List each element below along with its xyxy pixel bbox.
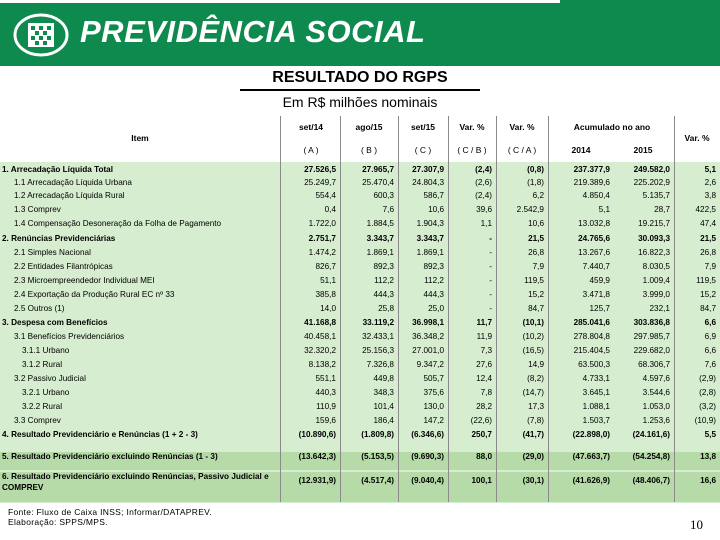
col-header-var3: Var. % xyxy=(684,133,710,143)
cell-value: 5,1 xyxy=(704,165,716,174)
cell-value: 219.389,6 xyxy=(573,178,610,187)
row-label: 2.5 Outros (1) xyxy=(14,304,65,313)
cell-value: (9.690,3) xyxy=(411,452,444,461)
cell-value: 25.470,4 xyxy=(362,178,394,187)
cell-value: 10,6 xyxy=(528,219,544,228)
footer-author: Elaboração: SPPS/MPS. xyxy=(8,517,108,527)
cell-value: (2,9) xyxy=(699,374,716,383)
cell-value: 5,1 xyxy=(598,205,610,214)
divider xyxy=(548,116,549,502)
cell-value: 88,0 xyxy=(476,452,492,461)
row-label: 1.2 Arrecadação Líquida Rural xyxy=(14,191,125,200)
col-header-set15: set/15 xyxy=(410,122,436,132)
cell-value: (5.153,5) xyxy=(361,452,394,461)
cell-value: (30,1) xyxy=(522,476,544,485)
cell-value: 13,8 xyxy=(700,452,716,461)
footer-notes xyxy=(8,507,212,527)
cell-value: (47.663,7) xyxy=(572,452,610,461)
divider xyxy=(398,116,399,502)
cell-value: (1.809,8) xyxy=(361,430,394,439)
cell-value: 39,6 xyxy=(476,205,492,214)
cell-value: 1.253,6 xyxy=(642,416,670,425)
cell-value: (24.161,6) xyxy=(632,430,670,439)
cell-value: 33.119,2 xyxy=(362,318,394,327)
cell-value: 21,5 xyxy=(528,234,544,243)
cell-value: (29,0) xyxy=(522,452,544,461)
cell-value: 586,7 xyxy=(423,191,444,200)
cell-value: 2,6 xyxy=(704,178,716,187)
row-label: 2.1 Simples Nacional xyxy=(14,248,91,257)
cell-value: 6,6 xyxy=(704,346,716,355)
cell-value: 3.471,8 xyxy=(582,290,610,299)
footer-source: Fonte: Fluxo de Caixa INSS; Informar/DATAPREV. xyxy=(8,507,213,517)
cell-value: (2,6) xyxy=(475,178,492,187)
col-header-var1: Var. % xyxy=(459,122,485,132)
divider xyxy=(496,116,497,502)
title-underline xyxy=(240,89,480,91)
row-label: 2.3 Microempreendedor Individual MEI xyxy=(14,276,155,285)
cell-value: 15,2 xyxy=(528,290,544,299)
divider xyxy=(448,116,449,502)
cell-value: 68.306,7 xyxy=(638,360,670,369)
cell-value: 449,8 xyxy=(373,374,394,383)
cell-value: 6,9 xyxy=(704,332,716,341)
cell-value: (2,4) xyxy=(475,191,492,200)
cell-value: 7,8 xyxy=(480,388,492,397)
cell-value: (4.517,4) xyxy=(361,476,394,485)
cell-value: 3.645,1 xyxy=(582,388,610,397)
sub-header-a: ( A ) xyxy=(303,145,319,155)
row-label: 3.1.2 Rural xyxy=(22,360,63,369)
cell-value: 1.053,0 xyxy=(642,402,670,411)
cell-value: 24.804,3 xyxy=(412,178,444,187)
cell-value: 26,8 xyxy=(700,248,716,257)
results-table xyxy=(0,116,720,503)
cell-value: 27.526,5 xyxy=(304,165,336,174)
cell-value: 1.009,4 xyxy=(642,276,670,285)
cell-value: - xyxy=(489,304,492,313)
col-header-ago15: ago/15 xyxy=(355,122,383,132)
cell-value: 3.343,7 xyxy=(366,234,394,243)
cell-value: 30.093,3 xyxy=(638,234,670,243)
cell-value: 27.307,9 xyxy=(412,165,444,174)
divider xyxy=(280,116,281,502)
cell-value: 1.904,3 xyxy=(416,219,444,228)
cell-value: 147,2 xyxy=(423,416,444,425)
cell-value: 36.348,2 xyxy=(412,332,444,341)
col-header-accum: Acumulado no ano xyxy=(573,122,651,132)
cell-value: 4.597,6 xyxy=(642,374,670,383)
item-header: Item xyxy=(131,133,149,143)
cell-value: 278.804,8 xyxy=(573,332,610,341)
page-number: 10 xyxy=(690,517,703,532)
row-label: 3.2.2 Rural xyxy=(22,402,63,411)
cell-value: 375,6 xyxy=(423,388,444,397)
row-label: 3.1.1 Urbano xyxy=(22,346,70,355)
cell-value: (9.040,4) xyxy=(411,476,444,485)
cell-value: 19.215,7 xyxy=(638,219,670,228)
cell-value: - xyxy=(489,262,492,271)
cell-value: (13.642,3) xyxy=(298,452,336,461)
cell-value: 505,7 xyxy=(423,374,444,383)
cell-value: - xyxy=(489,290,492,299)
divider xyxy=(674,116,675,502)
cell-value: 125,7 xyxy=(589,304,610,313)
col-header-set14: set/14 xyxy=(298,122,324,132)
cell-value: 14,0 xyxy=(320,304,336,313)
cell-value: 1.503,7 xyxy=(582,416,610,425)
cell-value: - xyxy=(489,234,492,243)
cell-value: 84,7 xyxy=(700,304,716,313)
cell-value: 159,6 xyxy=(315,416,336,425)
cell-value: 25,0 xyxy=(428,304,444,313)
cell-value: 7,6 xyxy=(704,360,716,369)
cell-value: 41.168,8 xyxy=(304,318,336,327)
cell-value: 84,7 xyxy=(528,304,544,313)
row-label: 1.4 Compensação Desoneração da Folha de Pagamento xyxy=(14,219,222,228)
row-label: 4. Resultado Previdenciário e Renúncias (1 + 2 - 3) xyxy=(2,430,198,439)
cell-value: 2.542,9 xyxy=(516,205,544,214)
cell-value: 32.320,2 xyxy=(304,346,336,355)
cell-value: 186,4 xyxy=(373,416,394,425)
cell-value: - xyxy=(489,276,492,285)
row-label: 3. Despesa com Benefícios xyxy=(2,318,108,327)
cell-value: (14,7) xyxy=(522,388,544,397)
cell-value: 25.249,7 xyxy=(304,178,336,187)
cell-value: (2,8) xyxy=(699,388,716,397)
cell-value: 600,3 xyxy=(373,191,394,200)
cell-value: 11,9 xyxy=(476,332,492,341)
cell-value: 249.582,0 xyxy=(633,165,670,174)
cell-value: 5.135,7 xyxy=(642,191,670,200)
cell-value: 14,9 xyxy=(528,360,544,369)
page-subtitle: Em R$ milhões nominais xyxy=(282,94,438,110)
cell-value: 250,7 xyxy=(471,430,492,439)
sub-header-c: ( C ) xyxy=(414,145,432,155)
row-label: 1. Arrecadação Líquida Total xyxy=(2,165,114,174)
cell-value: 7,3 xyxy=(480,346,492,355)
cell-value: (22.898,0) xyxy=(572,430,610,439)
cell-value: (22,6) xyxy=(470,416,492,425)
cell-value: 1.869,1 xyxy=(416,248,444,257)
cell-value: 24.765,6 xyxy=(578,234,610,243)
cell-value: 459,9 xyxy=(589,276,610,285)
cell-value: 15,2 xyxy=(700,290,716,299)
cell-value: 225.202,9 xyxy=(633,178,670,187)
cell-value: 12,4 xyxy=(476,374,492,383)
row-label: 3.2 Passivo Judicial xyxy=(14,374,86,383)
cell-value: (10,1) xyxy=(522,318,544,327)
cell-value: 32.433,1 xyxy=(362,332,394,341)
cell-value: 112,2 xyxy=(374,276,394,285)
cell-value: 11,7 xyxy=(476,318,492,327)
cell-value: 215.404,5 xyxy=(573,346,610,355)
cell-value: 892,3 xyxy=(423,262,444,271)
sub-header-2015: 2015 xyxy=(633,145,653,155)
cell-value: 3,8 xyxy=(704,191,716,200)
sub-header-b: ( B ) xyxy=(360,145,378,155)
cell-value: 26,8 xyxy=(528,248,544,257)
cell-value: 5,5 xyxy=(704,430,716,439)
cell-value: 119,5 xyxy=(696,276,716,285)
cell-value: 16,6 xyxy=(700,476,716,485)
cell-value: 8.138,2 xyxy=(308,360,336,369)
cell-value: 440,3 xyxy=(315,388,336,397)
cell-value: 101,4 xyxy=(373,402,394,411)
row-label: 1.1 Arrecadação Líquida Urbana xyxy=(14,178,132,187)
cell-value: 8.030,5 xyxy=(642,262,670,271)
sub-header-2014: 2014 xyxy=(571,145,591,155)
brand-title: PREVIDÊNCIA SOCIAL xyxy=(80,14,426,49)
cell-value: 47,4 xyxy=(700,219,716,228)
page-title: RESULTADO DO RGPS xyxy=(272,69,448,86)
cell-value: 36.998,1 xyxy=(412,318,444,327)
cell-value: 2.751,7 xyxy=(308,234,336,243)
cell-value: 28,2 xyxy=(476,402,492,411)
cell-value: 3.999,0 xyxy=(642,290,670,299)
row-label: 3.3 Comprev xyxy=(14,416,61,425)
cell-value: 100,1 xyxy=(471,476,492,485)
cell-value: (12.931,9) xyxy=(298,476,336,485)
cell-value: (48.406,7) xyxy=(632,476,670,485)
cell-value: 17,3 xyxy=(528,402,544,411)
row-label: 3.2.1 Urbano xyxy=(22,388,70,397)
cell-value: 232,1 xyxy=(649,304,670,313)
cell-value: 3.343,7 xyxy=(416,234,444,243)
cell-value: 119,5 xyxy=(524,276,544,285)
cell-value: - xyxy=(489,248,492,257)
cell-value: 110,9 xyxy=(316,402,336,411)
cell-value: 826,7 xyxy=(315,262,336,271)
banner-top-strip xyxy=(0,0,560,3)
cell-value: 385,8 xyxy=(315,290,336,299)
cell-value: 13.267,6 xyxy=(578,248,610,257)
cell-value: 7,9 xyxy=(704,262,716,271)
cell-value: 9.347,2 xyxy=(416,360,444,369)
cell-value: 1.474,2 xyxy=(308,248,336,257)
cell-value: 444,3 xyxy=(373,290,394,299)
previdencia-logo-icon xyxy=(12,12,70,58)
row-label: 6. Resultado Previdenciário excluindo Renúncias, Passivo Judicial e COMPREV xyxy=(2,472,269,492)
cell-value: 7.326,8 xyxy=(366,360,394,369)
header-banner xyxy=(0,0,720,66)
cell-value: 40.458,1 xyxy=(304,332,336,341)
cell-value: 0,4 xyxy=(324,205,336,214)
row-label: 3.1 Benefícios Previdenciários xyxy=(14,332,125,341)
cell-value: 1.088,1 xyxy=(582,402,610,411)
cell-value: (7,8) xyxy=(527,416,544,425)
cell-value: 21,5 xyxy=(700,234,716,243)
cell-value: 25,8 xyxy=(378,304,394,313)
cell-value: (54.254,8) xyxy=(632,452,670,461)
cell-value: 6,6 xyxy=(704,318,716,327)
cell-value: 285.041,6 xyxy=(573,318,610,327)
cell-value: 16.822,3 xyxy=(638,248,670,257)
cell-value: (8,2) xyxy=(527,374,544,383)
cell-value: 237.377,9 xyxy=(573,165,610,174)
cell-value: (10,9) xyxy=(694,416,716,425)
cell-value: 27.965,7 xyxy=(362,165,394,174)
cell-value: 7,9 xyxy=(532,262,544,271)
row-label: 2. Renúncias Previdenciárias xyxy=(2,234,116,243)
cell-value: 1,1 xyxy=(480,219,492,228)
cell-value: 422,5 xyxy=(695,205,716,214)
cell-value: 25.156,3 xyxy=(362,346,394,355)
cell-value: (2,4) xyxy=(475,165,492,174)
cell-value: (1,8) xyxy=(527,178,544,187)
cell-value: 229.682,0 xyxy=(633,346,670,355)
cell-value: 1.884,5 xyxy=(366,219,394,228)
cell-value: 27,6 xyxy=(476,360,492,369)
cell-value: 130,0 xyxy=(423,402,444,411)
cell-value: 10,6 xyxy=(428,205,444,214)
cell-value: 1.722,0 xyxy=(308,219,336,228)
cell-value: 3.544,6 xyxy=(642,388,670,397)
cell-value: 51,1 xyxy=(320,276,336,285)
cell-value: 1.869,1 xyxy=(366,248,394,257)
row-label: 5. Resultado Previdenciário excluindo Renúncias (1 - 3) xyxy=(2,452,218,461)
cell-value: (10.890,6) xyxy=(298,430,336,439)
cell-value: 348,3 xyxy=(373,388,394,397)
cell-value: 112,2 xyxy=(424,276,444,285)
cell-value: (41,7) xyxy=(522,430,544,439)
cell-value: (6.346,6) xyxy=(411,430,444,439)
cell-value: 4.850,4 xyxy=(582,191,610,200)
cell-value: 892,3 xyxy=(373,262,394,271)
sub-header-cb: ( C / B ) xyxy=(457,145,487,155)
cell-value: (16,5) xyxy=(522,346,544,355)
cell-value: (41.626,9) xyxy=(572,476,610,485)
cell-value: 27.001,0 xyxy=(412,346,444,355)
divider xyxy=(340,116,341,502)
cell-value: 13.032,8 xyxy=(578,219,610,228)
cell-value: 7.440,7 xyxy=(582,262,610,271)
cell-value: 28,7 xyxy=(654,205,670,214)
cell-value: 303.836,8 xyxy=(633,318,670,327)
row-label: 1.3 Comprev xyxy=(14,205,61,214)
cell-value: (10,2) xyxy=(522,332,544,341)
col-header-var2: Var. % xyxy=(509,122,535,132)
cell-value: 6,2 xyxy=(532,191,544,200)
row-label: 2.4 Exportação da Produção Rural EC nº 33 xyxy=(14,290,175,299)
cell-value: 297.985,7 xyxy=(633,332,670,341)
sub-header-ca: ( C / A ) xyxy=(507,145,537,155)
cell-value: (3,2) xyxy=(699,402,716,411)
cell-value: 63.500,3 xyxy=(578,360,610,369)
cell-value: (0,8) xyxy=(527,165,544,174)
cell-value: 7,6 xyxy=(382,205,394,214)
row-label: 2.2 Entidades Filantrópicas xyxy=(14,262,113,271)
cell-value: 4.733,1 xyxy=(582,374,610,383)
cell-value: 554,4 xyxy=(315,191,336,200)
cell-value: 444,3 xyxy=(423,290,444,299)
cell-value: 551,1 xyxy=(315,374,336,383)
